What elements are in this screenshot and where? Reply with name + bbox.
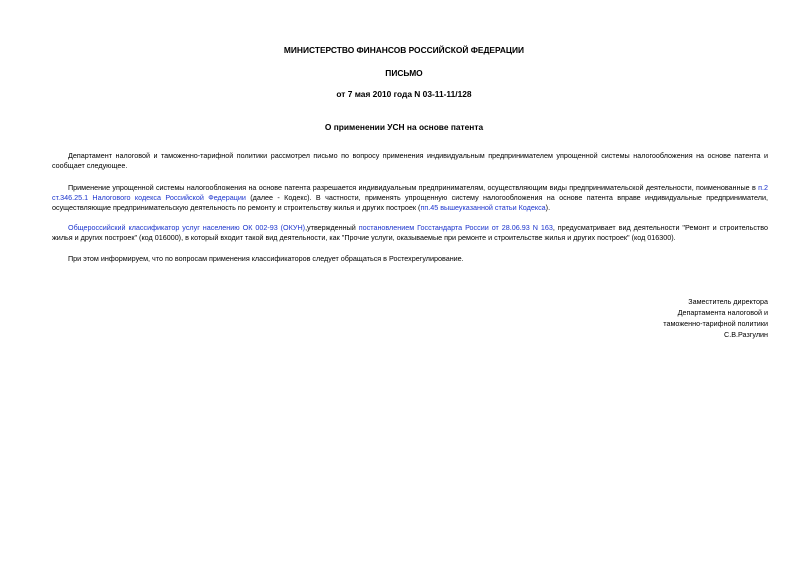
signer-position-line1: Заместитель директора — [688, 297, 768, 306]
code-article-link[interactable]: пп.45 вышеуказанной статьи Кодекса — [420, 203, 546, 212]
signer-position-line2: Департамента налоговой и — [677, 308, 768, 317]
document-type: ПИСЬМО — [385, 68, 423, 78]
paragraph-text: Применение упрощенной системы налогообложения на основе патента разрешается индивидуальным предпринимателям, осуществляющим виды предпринимательской деятельности, поименованные в — [68, 183, 759, 192]
paragraph-classifier — [52, 223, 768, 243]
paragraph-text: ,утвержденный — [305, 223, 359, 232]
document-subject: О применении УСН на основе патента — [324, 122, 484, 132]
signer-name: С.В.Разгулин — [724, 330, 768, 339]
paragraph-closing: При этом информируем, что по вопросам применения классификаторов следует обращаться в Ростехрегулирование. — [68, 254, 464, 263]
paragraph-patent-rules — [52, 183, 768, 213]
signer-position-line3: таможенно-тарифной политики — [663, 319, 768, 328]
paragraph-text: (далее - Кодекс). В частности, применять упрощенную систему налогообложения на основе патента вправе индивидуальные предприниматели, осуществляющие предпринимательскую деятельность по ремонту и строительству жилья и других построек ( — [52, 193, 768, 212]
okun-classifier-link[interactable]: Общероссийский классификатор услуг населению ОК 002-93 (ОКУН) — [68, 223, 306, 232]
paragraph-text: , предусматривает вид деятельности "Ремонт и строительство жилья и других построек" (код 016000), в который входит такой вид деятельности, как "Прочие услуги, оказываемые при ремонте и строительстве жилья и других построек" (код 016300). — [52, 223, 768, 242]
document-page — [40, 0, 768, 571]
gosstandart-resolution-link[interactable]: постановлением Госстандарта России от 28.06.93 N 163 — [358, 223, 553, 232]
paragraph-intro: Департамент налоговой и таможенно-тарифной политики рассмотрел письмо по вопросу применения индивидуальным предпринимателем упрощенной системы налогообложения на основе патента и сообщает следующее. — [52, 151, 768, 170]
document-date-number: от 7 мая 2010 года N 03-11-11/128 — [336, 89, 472, 99]
ministry-title: МИНИСТЕРСТВО ФИНАНСОВ РОССИЙСКОЙ ФЕДЕРАЦИИ — [283, 45, 525, 55]
paragraph-text: ). — [545, 203, 551, 212]
tax-code-link[interactable]: п.2 ст.346.25.1 Налогового кодекса Российской Федерации — [52, 183, 768, 202]
signature-block — [568, 296, 768, 340]
